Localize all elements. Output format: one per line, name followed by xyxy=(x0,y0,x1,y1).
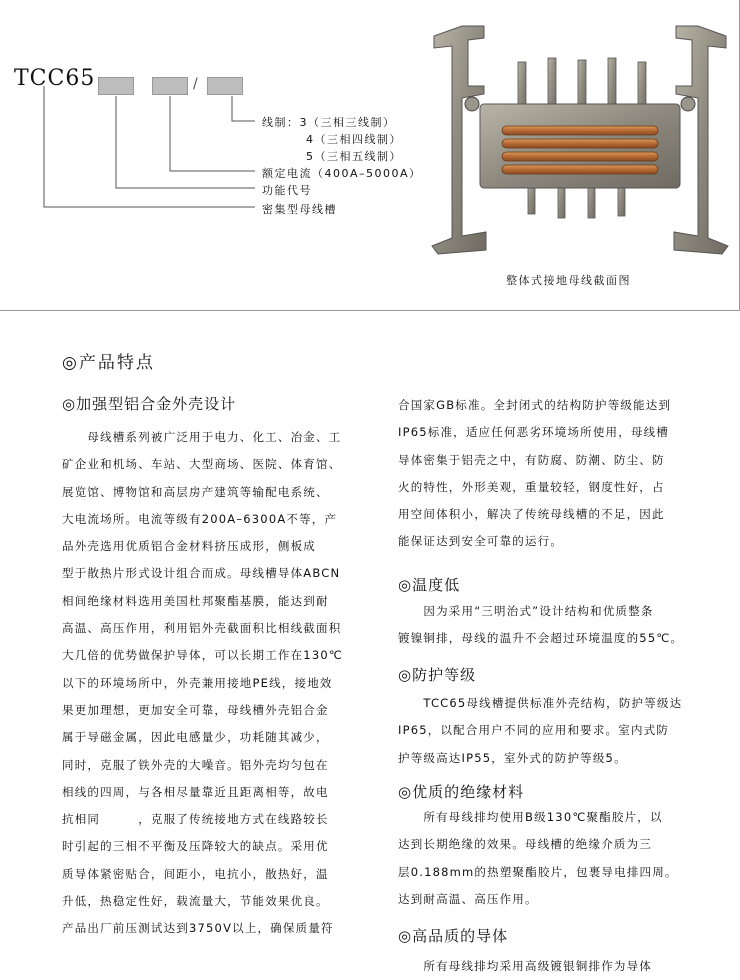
right-line: 镀镍铜排，母线的温升不会超过环境温度的55℃。 xyxy=(398,631,684,646)
label-wiring: 线制：3（三相三线制） xyxy=(262,116,396,129)
heading-insulation: ◎优质的绝缘材料 xyxy=(398,783,525,801)
left-line: 型于散热片形式设计组合而成。母线槽导体ABCN xyxy=(62,566,341,581)
leader-line-wiring xyxy=(232,96,255,121)
right-line: 达到耐高温、高压作用。 xyxy=(398,891,538,906)
paragraph-conductor xyxy=(398,953,718,980)
label-function-code: 功能代号 xyxy=(262,184,312,197)
left-line: 质导体紧密贴合，间距小，电抗小，散热好，温 xyxy=(62,866,329,881)
left-line: 展览馆、博物馆和高层房产建筑等输配电系统、 xyxy=(62,484,329,499)
leader-line-type xyxy=(44,86,255,207)
right-line: IP65，以配合用户不同的应用和要求。室内式防 xyxy=(398,723,670,738)
right-line: 层0.188mm的热塑聚酯胶片，包裹导电排四周。 xyxy=(398,864,678,879)
right-line: 所有母线排均采用高级镀银铜排作为导体 xyxy=(398,959,652,973)
leader-line-current xyxy=(170,96,255,171)
left-line: 相间绝缘材料选用美国杜邦聚酯基膜，能达到耐 xyxy=(62,593,329,608)
left-line: 升低，热稳定性好，载流量大，节能效果优良。 xyxy=(62,894,329,909)
left-line: 抗相同 ，克服了传统接地方式在线路较长 xyxy=(62,812,329,827)
paragraph-insulation xyxy=(398,804,708,913)
left-line: 属于导磁金属，因此电感量少，功耗随其减少， xyxy=(62,730,329,745)
left-line: 母线槽系列被广泛用于电力、化工、冶金、工 xyxy=(62,430,342,444)
left-line: 矿企业和机场、车站、大型商场、医院、体育馆、 xyxy=(62,457,342,472)
model-code: TCC65 xyxy=(14,66,96,91)
busway-cross-section-image xyxy=(422,18,738,258)
right-line: 因为采用“三明治式”设计结构和优质整条 xyxy=(398,604,654,618)
heading-conductor: ◎高品质的导体 xyxy=(398,927,509,945)
left-line: 果更加理想，更加安全可靠，母线槽外壳铝合金 xyxy=(62,702,329,717)
left-line: 相线的四周，与各相尽量靠近且距离相等，故电 xyxy=(62,784,329,799)
left-line: 产品出厂前压测试达到3750V以上，确保质量符 xyxy=(62,921,334,936)
left-line: 品外壳选用优质铝合金材料挤压成形，侧板成 xyxy=(62,539,316,554)
paragraph-protection-level xyxy=(398,690,708,772)
heading-protection-level: ◎防护等级 xyxy=(398,666,477,684)
left-line: 同时，克服了铁外壳的大噪音。铝外壳均匀包在 xyxy=(62,757,329,772)
leader-line-function xyxy=(116,96,255,188)
label-wiring-4: 4（三相四线制） xyxy=(306,133,402,146)
left-heading: ◎加强型铝合金外壳设计 xyxy=(62,395,237,413)
figure-caption: 整体式接地母线截面图 xyxy=(506,274,631,287)
label-busway-type: 密集型母线槽 xyxy=(262,203,337,216)
right-line: TCC65母线槽提供标准外壳结构，防护等级达 xyxy=(398,696,683,710)
left-line: 大几倍的优势做保护导体，可以长期工作在130℃ xyxy=(62,648,343,663)
right-line: 护等级高达IP55，室外式的防护等级5。 xyxy=(398,750,627,765)
right-line: 达到长期绝缘的效果。母线槽的绝缘介质为三 xyxy=(398,837,652,852)
paragraph-low-temperature xyxy=(398,598,708,653)
left-line: 以下的环境场所中，外壳兼用接地PE线，接地效 xyxy=(62,675,333,690)
label-wiring-5: 5（三相五线制） xyxy=(306,150,402,163)
left-line: 时引起的三相不平衡及压降较大的缺点。采用优 xyxy=(62,839,329,854)
right-intro-paragraph xyxy=(398,392,708,556)
right-line: IP65标准，适应任何恶劣环境场所使用，母线槽 xyxy=(398,425,670,440)
right-line: 火的特性，外形美观，重量较轻，钢度性好，占 xyxy=(398,479,665,494)
left-line: 大电流场所。电流等级有200A–6300A不等，产 xyxy=(62,511,338,526)
right-line: 用空间体积小，解决了传统母线槽的不足，因此 xyxy=(398,507,665,522)
section-divider xyxy=(0,310,740,311)
heading-low-temperature: ◎温度低 xyxy=(398,576,461,594)
right-line: 能保证达到安全可靠的运行。 xyxy=(398,534,564,549)
right-line: 导体密集于铝壳之中，有防腐、防潮、防尘、防 xyxy=(398,452,665,467)
slash-separator: / xyxy=(193,76,198,92)
right-line: 所有母线排均使用B级130℃聚酯胶片，以 xyxy=(398,810,663,824)
label-rated-current: 额定电流（400A–5000A） xyxy=(262,167,422,180)
right-line: 合国家GB标准。全封闭式的结构防护等级能达到 xyxy=(398,398,672,412)
left-paragraph xyxy=(62,424,366,943)
designation-leader-lines xyxy=(0,0,300,230)
section-title: ◎产品特点 xyxy=(62,353,155,373)
left-line: 高温、高压作用，利用铝外壳截面积比相线截面积 xyxy=(62,621,342,636)
